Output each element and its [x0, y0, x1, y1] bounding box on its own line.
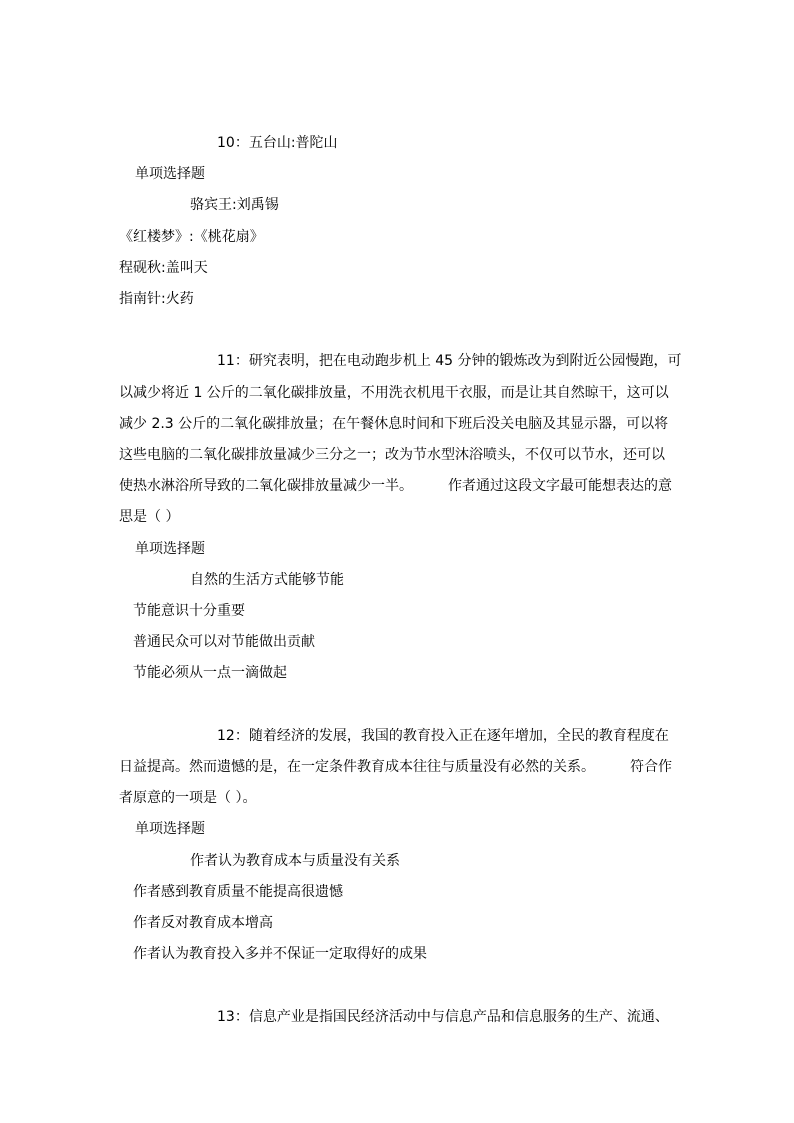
option-d: 作者认为教育投入多并不保证一定取得好的成果 — [133, 946, 427, 963]
option-a: 骆宾王:刘禹锡 — [190, 197, 279, 214]
question-type: 单项选择题 — [135, 166, 205, 183]
question-11-line: 这些电脑的二氧化碳排放量减少三分之一；改为节水型沐浴喷头，不仅可以节水，还可以 — [119, 447, 665, 464]
question-10-text: 10：五台山:普陀山 — [217, 135, 338, 151]
option-b: 节能意识十分重要 — [133, 603, 245, 620]
question-11-line: 以减少将近 1 公斤的二氧化碳排放量，不用洗衣机甩干衣服，而是让其自然晾干，这可以 — [119, 384, 669, 401]
question-13-line: 13：信息产业是指国民经济活动中与信息产品和信息服务的生产、流通、 — [217, 1008, 669, 1025]
question-11-line: 思是（ ） — [119, 509, 180, 526]
option-d: 节能必须从一点一滴做起 — [133, 665, 287, 682]
question-11-line: 减少 2.3 公斤的二氧化碳排放量；在午餐休息时间和下班后没关电脑及其显示器，可以将 — [119, 415, 669, 432]
question-11-line: 使热水淋浴所导致的二氧化碳排放量减少一半。 作者通过这段文字最可能想表达的意 — [119, 478, 672, 495]
question-12-line: 日益提高。然而遗憾的是，在一定条件教育成本往往与质量没有必然的关系。 符合作 — [119, 759, 672, 776]
option-c: 作者反对教育成本增高 — [133, 915, 273, 932]
option-a: 作者认为教育成本与质量没有关系 — [190, 852, 400, 869]
option-c: 普通民众可以对节能做出贡献 — [133, 634, 315, 651]
question-type: 单项选择题 — [135, 821, 205, 838]
question-type: 单项选择题 — [135, 540, 205, 557]
option-b: 《红楼梦》:《桃花扇》 — [119, 228, 264, 245]
option-b: 作者感到教育质量不能提高很遗憾 — [133, 883, 343, 900]
option-a: 自然的生活方式能够节能 — [190, 571, 344, 588]
option-c: 程砚秋:盖叫天 — [119, 259, 208, 276]
document-page — [119, 128, 694, 1033]
option-d: 指南针:火药 — [119, 291, 194, 308]
question-11-line: 11：研究表明，把在电动跑步机上 45 分钟的锻炼改为到附近公园慢跑，可 — [217, 353, 682, 370]
question-12-line: 12：随着经济的发展，我国的教育投入正在逐年增加，全民的教育程度在 — [217, 727, 669, 744]
question-12-line: 者原意的一项是（ ）。 — [119, 790, 257, 807]
